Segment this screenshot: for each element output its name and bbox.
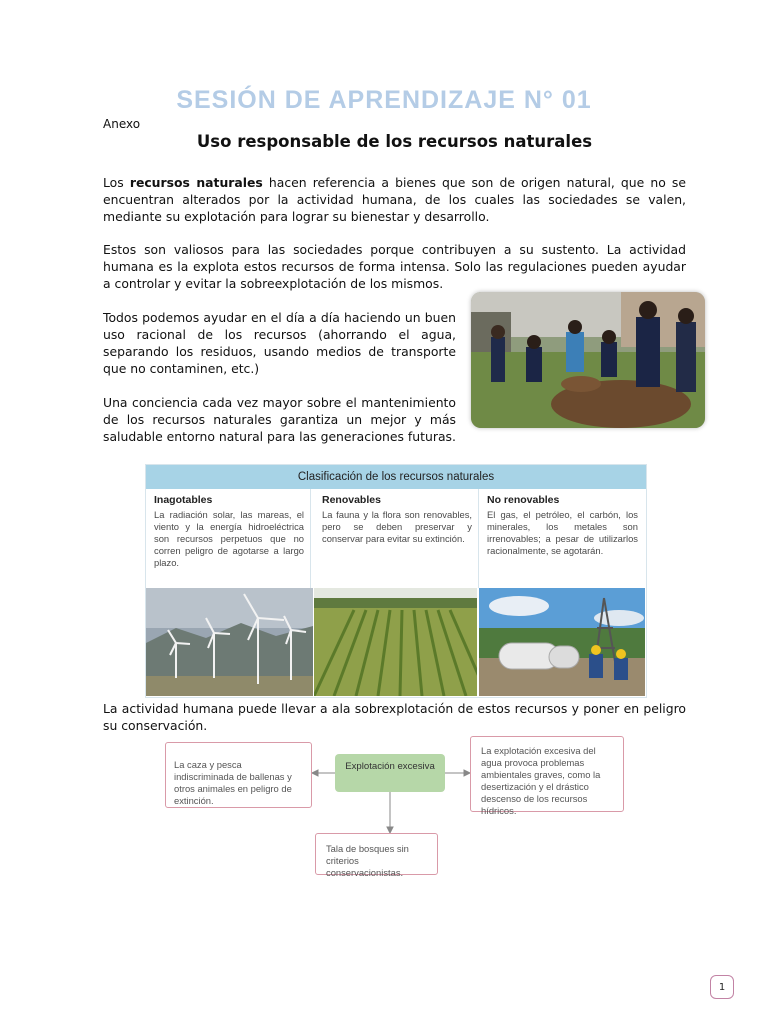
page-number: 1 [710, 975, 734, 999]
crop-field-illustration [314, 588, 477, 696]
column-inexhaustible [146, 489, 311, 588]
gas-plant-illustration [479, 588, 645, 696]
classification-header: Clasificación de los recursos naturales [146, 465, 646, 489]
photo-children-planting [471, 292, 705, 428]
column-title: No renovables [487, 494, 560, 506]
photo-illustration [471, 292, 705, 428]
paragraph-intro-rest: hacen referencia a bienes que son de origen natural, que no se encuentran alterados por la actividad humana, de los cuales las sociedades se valen, mediante su explotación para lograr su bienestar y desarrollo. [103, 175, 686, 224]
flow-box-deforestation: Tala de bosques sin criterios conservacionistas. [315, 833, 438, 875]
paragraph-intro [103, 174, 686, 225]
paragraph-overexploitation: La actividad humana puede llevar a ala sobrexplotación de estos recursos y poner en peligro su conservación. [103, 701, 686, 733]
paragraph-intro-start: Los [103, 175, 130, 190]
flow-box-water: La explotación excesiva del agua provoca problemas ambientales graves, como la desertización y el drástico descenso de los recursos hídricos. [470, 736, 624, 812]
column-title: Inagotables [154, 494, 213, 506]
column-text: La radiación solar, las mareas, el viento y la energía hidroeléctrica son recursos perpetuos que no corren peligro de agotarse a largo plazo. [154, 509, 304, 568]
paragraph-intro-bold: recursos naturales [129, 175, 263, 190]
flow-box-overexploitation: Explotación excesiva [335, 754, 445, 792]
flow-box-hunting: La caza y pesca indiscriminada de ballenas y otros animales en peligro de extinción. [165, 742, 312, 808]
image-wind-turbines [146, 588, 313, 696]
paragraph-value: Estos son valiosos para las sociedades porque contribuyen a su sustento. La actividad humana es la explota estos recursos de forma intensa. Solo las regulaciones pueden ayudar a controlar y evitar la sobreexplotación de los mismos. [103, 242, 686, 291]
document-subtitle: Uso responsable de los recursos naturales [196, 132, 593, 151]
column-nonrenewable [479, 489, 644, 588]
column-renewable [314, 489, 479, 588]
image-crop-field [314, 588, 477, 696]
column-text: El gas, el petróleo, el carbón, los minerales, los metales son irrenovables; a pesar de utilizarlos racionalmente, se agotarán. [487, 509, 638, 556]
annex-label: Anexo [103, 117, 141, 131]
image-gas-plant [479, 588, 645, 696]
classification-figure [145, 464, 647, 698]
column-title: Renovables [322, 494, 381, 506]
paragraph-awareness: Una conciencia cada vez mayor sobre el mantenimiento de los recursos naturales garantiza un mejor y más saludable entorno natural para las generaciones futuras. [103, 395, 456, 444]
column-text: La fauna y la flora son renovables, pero se deben preservar y conservar para evitar su extinción. [322, 509, 472, 544]
page-title: SESIÓN DE APRENDIZAJE N° 01 [176, 86, 592, 114]
wind-turbines-illustration [146, 588, 313, 696]
paragraph-help: Todos podemos ayudar en el día a día haciendo un buen uso racional de los recursos (ahorrando el agua, separando los residuos, usando medios de transporte que no contaminen, etc.) [103, 310, 456, 376]
